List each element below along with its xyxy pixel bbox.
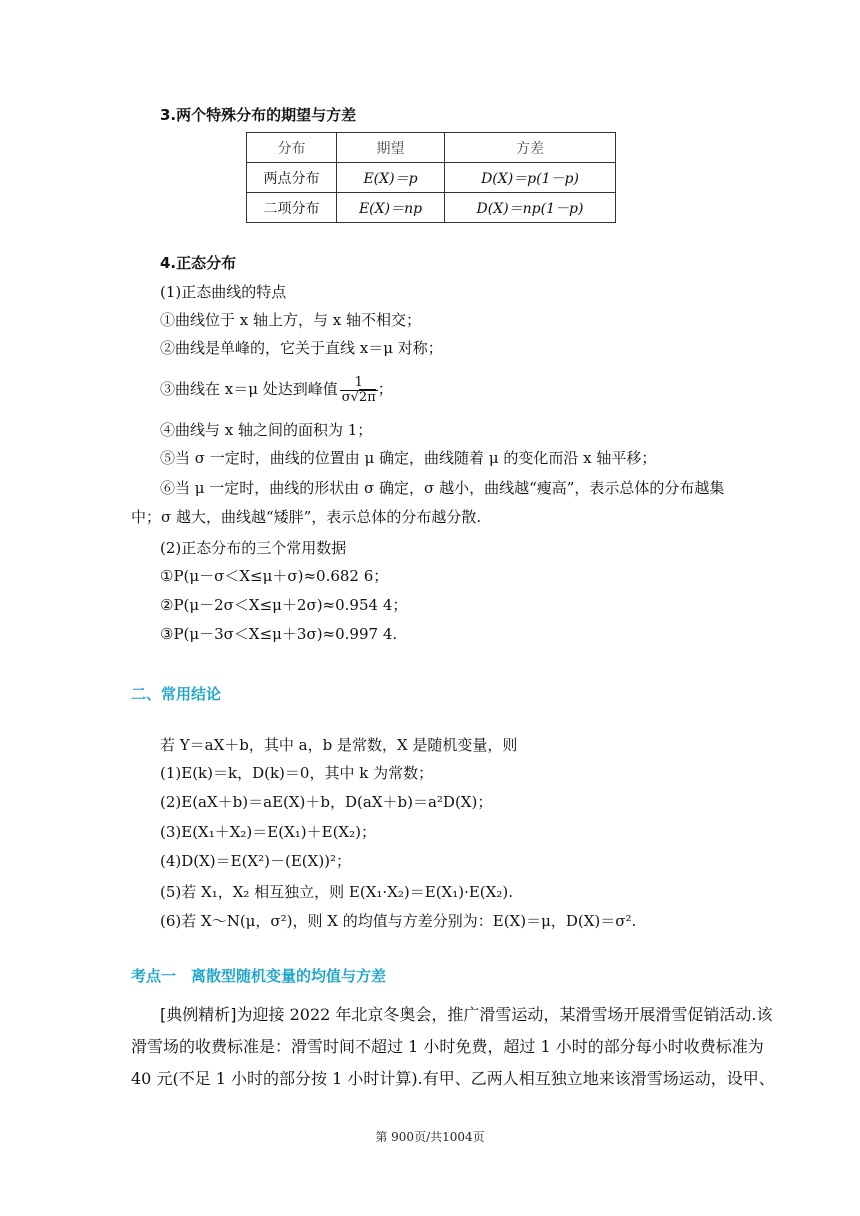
sigma-symbol: σ: [341, 389, 351, 405]
table-header-cell: 期望: [337, 133, 445, 163]
data-item: ①P(μ－σ＜X≤μ＋σ)≈0.682 6；: [160, 567, 389, 585]
heading-common-conclusions: 二、常用结论: [131, 685, 222, 703]
distribution-table: [246, 132, 616, 223]
list-item: ⑤当 σ 一定时，曲线的位置由 μ 确定，曲线随着 μ 的变化而沿 x 轴平移；: [160, 449, 657, 467]
table-header-row: [247, 133, 616, 163]
table-row: [247, 193, 616, 223]
data-item: ③P(μ－3σ＜X≤μ＋3σ)≈0.997 4.: [160, 625, 398, 643]
subheading-curve-features: (1)正态曲线的特点: [160, 283, 287, 301]
data-item: ②P(μ－2σ＜X≤μ＋2σ)≈0.954 4；: [160, 596, 408, 614]
example-line: 40 元(不足 1 小时的部分按 1 小时计算).有甲、乙两人相互独立地来该滑雪场运动，设甲、: [131, 1069, 775, 1088]
example-line: 滑雪场的收费标准是：滑雪时间不超过 1 小时免费，超过 1 小时的部分每小时收费标准为: [131, 1037, 764, 1056]
conclusion-item: (2)E(aX＋b)＝aE(X)＋b，D(aX＋b)＝a²D(X)；: [160, 793, 493, 811]
peak-text: ③曲线在 x＝μ 处达到峰值: [160, 380, 338, 398]
list-item: ①曲线位于 x 轴上方，与 x 轴不相交；: [160, 311, 421, 329]
list-item: ⑥当 μ 一定时，曲线的形状由 σ 确定，σ 越小，曲线越“瘦高”，表示总体的分布越集: [160, 479, 725, 497]
heading-topic-one: 考点一 离散型随机变量的均值与方差: [131, 967, 387, 985]
list-item-peak: [160, 372, 393, 406]
table-cell: D(X)＝np(1－p): [445, 193, 616, 223]
conclusion-intro: 若 Y＝aX＋b，其中 a，b 是常数，X 是随机变量，则: [160, 736, 518, 754]
conclusion-item: (3)E(X₁＋X₂)＝E(X₁)＋E(X₂)；: [160, 823, 376, 841]
table-header-cell: 方差: [445, 133, 616, 163]
example-text: 为迎接 2022 年北京冬奥会，推广滑雪运动，某滑雪场开展滑雪促销活动.该: [236, 1005, 773, 1024]
conclusion-item: (4)D(X)＝E(X²)－(E(X))²；: [160, 852, 352, 870]
fraction-numerator: 1: [340, 376, 378, 391]
conclusion-item: (1)E(k)＝k，D(k)＝0，其中 k 为常数；: [160, 764, 434, 782]
heading-normal-distribution: 4.正态分布: [160, 254, 237, 272]
conclusion-item: (6)若 X～N(μ，σ²)，则 X 的均值与方差分别为：E(X)＝μ，D(X)＝σ².: [160, 912, 637, 930]
heading-special-distributions: 3.两个特殊分布的期望与方差: [160, 106, 357, 124]
list-item: ④曲线与 x 轴之间的面积为 1；: [160, 421, 373, 439]
table-cell: 二项分布: [247, 193, 337, 223]
peak-end: ；: [377, 380, 393, 398]
list-item-continuation: 中；σ 越大，曲线越“矮胖”，表示总体的分布越分散.: [131, 508, 482, 526]
subheading-common-data: (2)正态分布的三个常用数据: [160, 539, 347, 557]
list-item: ②曲线是单峰的，它关于直线 x＝μ 对称；: [160, 339, 443, 357]
fraction-denominator: σ√2π: [341, 389, 376, 405]
table-header-cell: 分布: [247, 133, 337, 163]
table-cell: 两点分布: [247, 163, 337, 193]
peak-fraction: [340, 376, 378, 405]
example-line: [160, 999, 772, 1031]
sqrt-radicand: 2π: [358, 389, 376, 405]
page-number-footer: 第 900页/共1004页: [375, 1130, 485, 1144]
table-cell: E(X)＝np: [337, 193, 445, 223]
table-cell: D(X)＝p(1－p): [445, 163, 616, 193]
conclusion-item: (5)若 X₁，X₂ 相互独立，则 E(X₁·X₂)＝E(X₁)·E(X₂).: [160, 883, 513, 901]
example-tag: [典例精析]: [160, 1005, 237, 1024]
table-cell: E(X)＝p: [337, 163, 445, 193]
table-row: [247, 163, 616, 193]
